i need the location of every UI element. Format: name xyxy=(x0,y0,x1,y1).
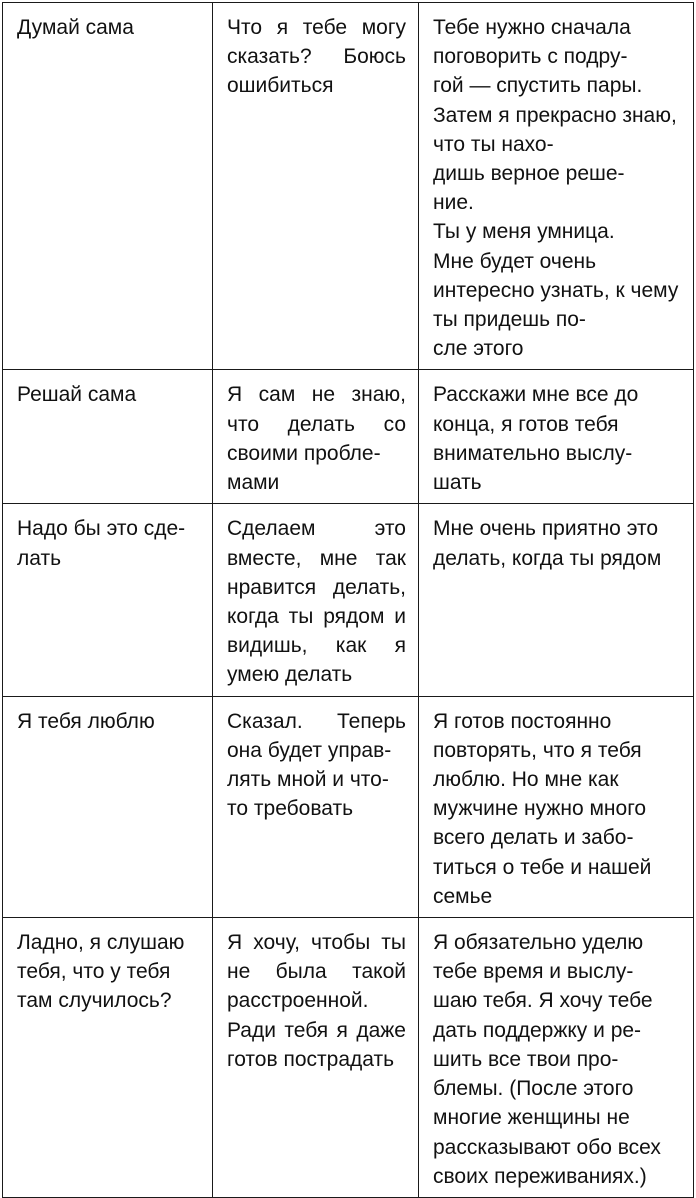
phrase-cell xyxy=(3,504,213,696)
he-means-text: Я готов постоянно повторять, что я тебя люблю. Но мне как мужчине нужно много всего делать и забо- титься о тебе и нашей семье xyxy=(433,709,652,908)
phrase-text: Надо бы это сде- лать xyxy=(17,517,186,570)
phrase-cell xyxy=(3,918,213,1198)
he-hears-cell xyxy=(213,3,419,370)
he-hears-text: Я хочу, чтобы ты не была такой расстроенной. Ради тебя я даже готов пострадать xyxy=(227,931,406,1071)
table-row xyxy=(3,504,694,696)
he-means-text: Расскажи мне все до конца, я готов тебя внимательно выслу- шать xyxy=(433,383,639,495)
phrase-text: Думай сама xyxy=(17,16,134,39)
phrase-cell xyxy=(3,696,213,917)
he-hears-text: Я сам не знаю, что делать со своими пробле- мами xyxy=(227,383,406,495)
he-hears-cell xyxy=(213,504,419,696)
he-hears-cell xyxy=(213,370,419,504)
table-row xyxy=(3,918,694,1198)
he-hears-text: Сделаем это вместе, мне так нравится делать, когда ты рядом и видишь, как я умею делать xyxy=(227,517,406,687)
he-hears-text: Сказал. Теперь она будет управ- лять мной и что- то требовать xyxy=(227,709,406,821)
phrase-text: Я тебя люблю xyxy=(17,709,155,733)
phrase-text: Ладно, я слушаю тебя, что у тебя там случилось? xyxy=(17,931,185,1013)
he-hears-text: Что я тебе могу сказать? Боюсь ошибиться xyxy=(227,16,406,98)
he-means-cell xyxy=(419,370,694,504)
phrase-cell xyxy=(3,370,213,504)
he-means-cell xyxy=(419,918,694,1198)
table-row xyxy=(3,370,694,504)
table-row xyxy=(3,3,694,370)
he-means-text: Тебе нужно сначала поговорить с подру- гой — спустить пары. Затем я прекрасно знаю, что ты нахо- дишь верное реше- ние. Ты у меня умница. Мне будет очень интересно узнать, к чему ты придешь по- сле этого xyxy=(433,16,679,361)
phrase-cell xyxy=(3,3,213,370)
he-hears-cell xyxy=(213,696,419,917)
phrase-text: Решай сама xyxy=(17,383,137,407)
dialog-table xyxy=(2,2,694,1198)
he-means-cell xyxy=(419,3,694,370)
he-means-text: Я обязательно уделю тебе время и выслу- шаю тебя. Я хочу тебе дать поддержку и ре- шить все твои про- блемы. (После этого многие женщины не рассказывают обо всех своих переживаниях.) xyxy=(433,931,661,1188)
he-means-cell xyxy=(419,504,694,696)
he-means-text: Мне очень приятно это делать, когда ты рядом xyxy=(433,517,662,570)
table-row xyxy=(3,696,694,917)
he-means-cell xyxy=(419,696,694,917)
he-hears-cell xyxy=(213,918,419,1198)
